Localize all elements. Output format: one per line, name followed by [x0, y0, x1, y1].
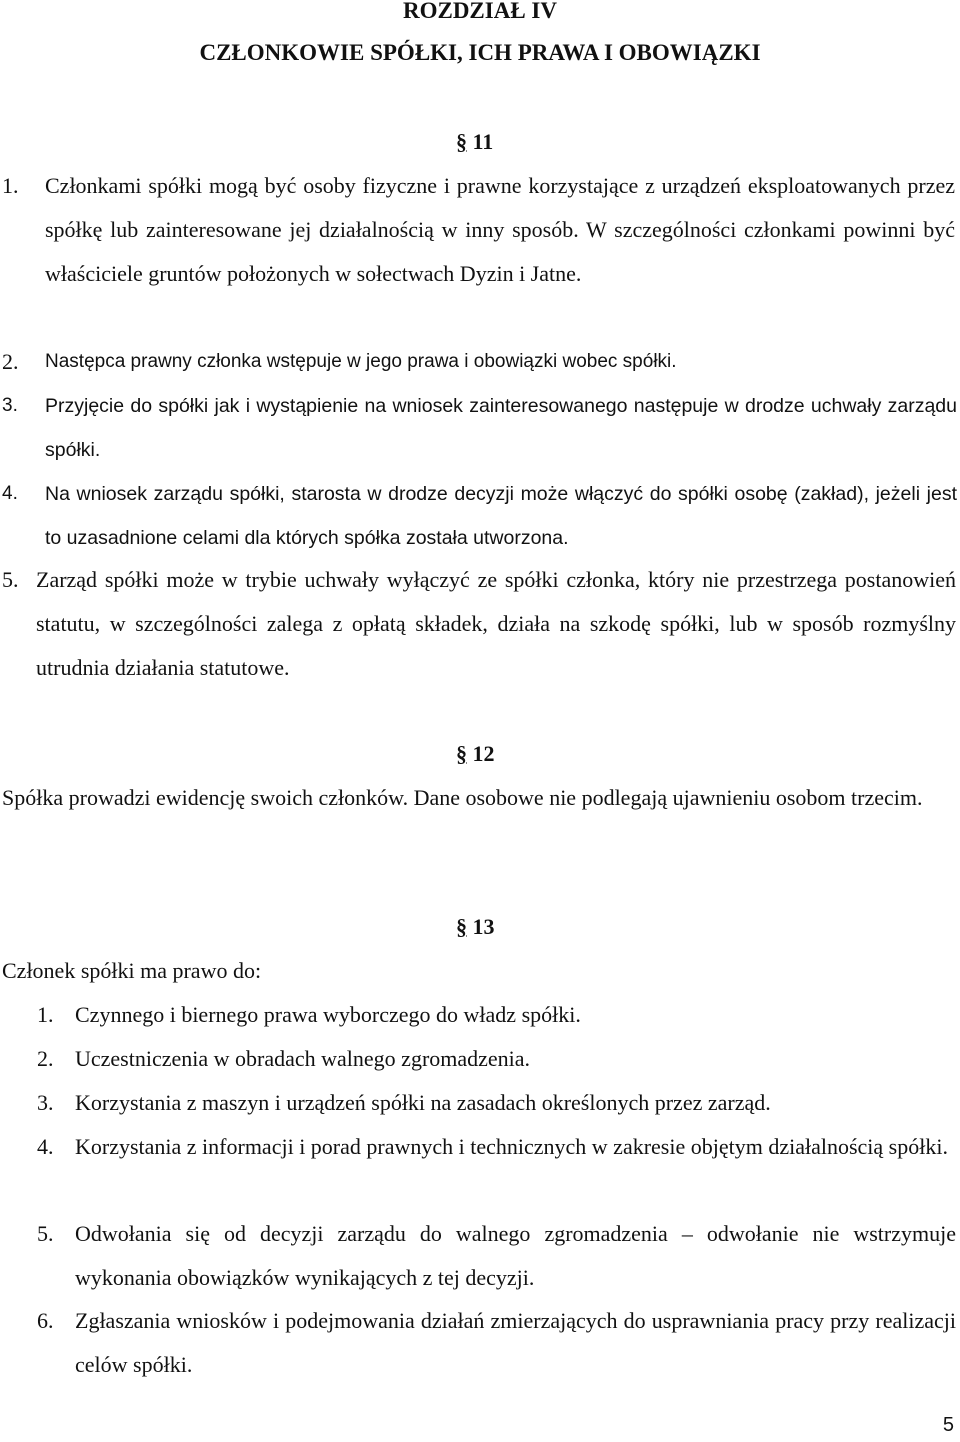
item-number: 4. — [37, 1134, 54, 1159]
item-text: Uczestniczenia w obradach walnego zgromadzenia. — [75, 1046, 531, 1071]
item-text: Następca prawny członka wstępuje w jego prawa i obowiązki wobec spółki. — [45, 351, 677, 372]
item-number: 3. — [2, 395, 18, 416]
item-number: 5. — [37, 1221, 54, 1246]
item-number: 6. — [37, 1308, 54, 1333]
section-13-heading — [456, 914, 495, 940]
section-number: 13 — [472, 914, 495, 939]
item-number: 4. — [2, 483, 18, 504]
item-number: 1. — [2, 173, 19, 198]
section-13-intro: Członek spółki ma prawo do: — [2, 958, 262, 983]
chapter-title: ROZDZIAŁ IV — [402, 0, 557, 23]
item-text: Odwołania się od decyzji zarządu do walnego zgromadzenia – odwołanie nie wstrzymuje wykonania obowiązków wynikających z tej decyzji. — [75, 1221, 956, 1290]
item-text: Korzystania z maszyn i urządzeń spółki na zasadach określonych przez zarząd. — [75, 1090, 771, 1115]
item-text: Korzystania z informacji i porad prawnych i technicznych w zakresie objętym działalnością spółki. — [75, 1134, 948, 1159]
section-symbol: § — [456, 129, 467, 154]
section-12-text: Spółka prowadzi ewidencję swoich członków. Dane osobowe nie podlegają ujawnieniu osobom trzecim. — [2, 785, 923, 810]
item-text: Członkami spółki mogą być osoby fizyczne i prawne korzystające z urządzeń eksploatowanych przez spółkę lub zainteresowane jej działalnością w inny sposób. W szczególności członkami powinni być właściciele gruntów położonych w sołectwach Dyzin i Jatne. — [45, 173, 955, 286]
item-text: Zarząd spółki może w trybie uchwały wyłączyć ze spółki członka, który nie przestrzega postanowień statutu, w szczególności zalega z opłatą składek, działa na szkodę spółki, lub w sposób rozmyślny utrudnia działania statutowe. — [36, 567, 956, 680]
item-text: Na wniosek zarządu spółki, starosta w drodze decyzji może włączyć do spółki osobę (zakład), jeżeli jest to uzasadnione celami dla których spółka została utworzona. — [45, 483, 957, 549]
section-symbol: § — [456, 914, 467, 939]
page-number: 5 — [942, 1414, 954, 1436]
chapter-subtitle: CZŁONKOWIE SPÓŁKI, ICH PRAWA I OBOWIĄZKI — [199, 40, 761, 65]
item-number: 3. — [37, 1090, 54, 1115]
section-number: 11 — [472, 129, 494, 154]
item-text: Czynnego i biernego prawa wyborczego do władz spółki. — [75, 1002, 581, 1027]
section-symbol: § — [456, 741, 467, 766]
item-number: 5. — [2, 567, 19, 592]
section-12-heading — [456, 741, 495, 767]
item-number: 1. — [37, 1002, 54, 1027]
item-number: 2. — [37, 1046, 54, 1071]
section-11-heading — [456, 129, 493, 155]
item-text: Przyjęcie do spółki jak i wystąpienie na wniosek zainteresowanego następuje w drodze uchwały zarządu spółki. — [45, 395, 957, 461]
item-number: 2. — [2, 349, 19, 374]
section-number: 12 — [472, 741, 495, 766]
item-text: Zgłaszania wniosków i podejmowania działań zmierzających do usprawniania pracy przy realizacji celów spółki. — [75, 1308, 956, 1377]
